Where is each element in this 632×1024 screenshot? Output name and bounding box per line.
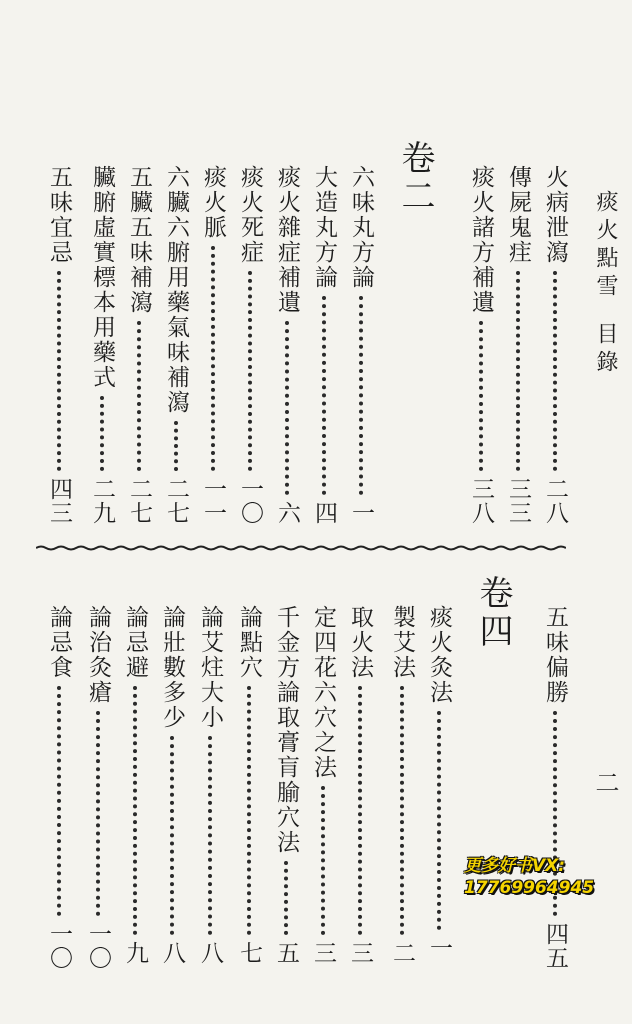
entry-title: 傳屍鬼疰 <box>505 165 531 265</box>
leader-dots <box>400 686 404 935</box>
entry-title: 六臟六腑用藥氣味補瀉 <box>163 165 189 415</box>
leader-dots <box>437 711 441 930</box>
entry-title: 取火法 <box>347 605 373 680</box>
entry-title: 五味宜忌 <box>46 165 72 265</box>
entry-title: 五臟五味補瀉 <box>126 165 152 315</box>
toc-entry <box>503 165 533 525</box>
toc-entry <box>540 605 570 970</box>
leader-dots <box>57 271 61 471</box>
leader-dots <box>57 686 61 916</box>
toc-entry <box>120 605 150 965</box>
entry-title: 大造丸方論 <box>311 165 337 290</box>
book-title: 痰火點雪 <box>593 190 618 302</box>
toc-entry <box>161 165 191 525</box>
entry-page: 四三 <box>46 477 72 525</box>
watermark-line-1: 更多好书VX: <box>464 856 566 876</box>
entry-page: 二七 <box>126 477 152 525</box>
leader-dots <box>285 321 289 495</box>
entry-title: 痰火諸方補遺 <box>468 165 494 315</box>
entry-page: 一〇 <box>46 922 72 970</box>
entry-page: 六 <box>274 501 300 525</box>
leader-dots <box>96 711 100 916</box>
entry-page: 四五 <box>542 922 568 970</box>
entry-title: 製艾法 <box>389 605 415 680</box>
entry-title: 痰火脈 <box>200 165 226 240</box>
entry-title: 論點穴 <box>236 605 262 680</box>
leader-dots <box>516 271 520 471</box>
entry-page: 五 <box>273 941 299 965</box>
leader-dots <box>479 321 483 471</box>
toc-entry <box>83 605 113 970</box>
entry-title: 論治灸瘡 <box>85 605 111 705</box>
toc-entry <box>345 605 375 965</box>
entry-page: 一〇 <box>237 477 263 525</box>
leader-dots <box>137 321 141 471</box>
leader-dots <box>247 686 251 935</box>
entry-page: 一一 <box>200 477 226 525</box>
leader-dots <box>133 686 137 935</box>
toc-entry <box>44 165 74 525</box>
toc-entry <box>387 605 417 965</box>
volume-label: 卷二 <box>395 140 435 216</box>
entry-page: 二七 <box>163 477 189 525</box>
leader-dots <box>211 246 215 471</box>
toc-entry <box>198 165 228 525</box>
wavy-divider <box>36 545 566 551</box>
leader-dots <box>553 271 557 471</box>
leader-dots <box>321 786 325 935</box>
entry-title: 論忌避 <box>122 605 148 680</box>
entry-title: 火病泄瀉 <box>542 165 568 265</box>
entry-title: 定四花六穴之法 <box>310 605 336 780</box>
leader-dots <box>358 686 362 935</box>
toc-entry <box>195 605 225 965</box>
watermark-line-2: 17769964945 <box>464 878 595 898</box>
entry-title: 六味丸方論 <box>348 165 374 290</box>
toc-entry <box>87 165 117 525</box>
entry-page: 一 <box>426 936 452 960</box>
toc-entry <box>424 605 454 960</box>
entry-page: 二 <box>389 941 415 965</box>
entry-page: 八 <box>197 941 223 965</box>
entry-page: 四 <box>311 501 337 525</box>
entry-page: 三 <box>347 941 373 965</box>
entry-page: 二八 <box>542 477 568 525</box>
leader-dots <box>248 271 252 471</box>
entry-title: 五味偏勝 <box>542 605 568 705</box>
entry-page: 八 <box>159 941 185 965</box>
entry-title: 痰火死症 <box>237 165 263 265</box>
entry-title: 論壯數多少 <box>159 605 185 730</box>
entry-title: 論艾炷大小 <box>197 605 223 730</box>
leader-dots <box>170 736 174 935</box>
page-number: 二 <box>591 770 619 794</box>
entry-page: 七 <box>236 941 262 965</box>
leader-dots <box>174 421 178 471</box>
volume-heading <box>395 140 435 216</box>
toc-entry <box>44 605 74 970</box>
toc-entry <box>157 605 187 965</box>
toc-entry <box>272 165 302 525</box>
toc-entry <box>540 165 570 525</box>
entry-title: 論忌食 <box>46 605 72 680</box>
entry-page: 二九 <box>89 477 115 525</box>
toc-entry <box>346 165 376 525</box>
leader-dots <box>100 396 104 471</box>
leader-dots <box>284 861 288 935</box>
entry-title: 痰火雜症補遺 <box>274 165 300 315</box>
entry-page: 一 <box>348 501 374 525</box>
leader-dots <box>322 296 326 495</box>
entry-page: 三三 <box>505 477 531 525</box>
toc-entry <box>124 165 154 525</box>
section-title: 目錄 <box>593 322 618 378</box>
volume-label: 卷四 <box>473 575 513 651</box>
entry-page: 三 <box>310 941 336 965</box>
entry-page: 一〇 <box>85 922 111 970</box>
toc-entry <box>271 605 301 965</box>
entry-page: 三八 <box>468 477 494 525</box>
entry-title: 千金方論取膏肓腧穴法 <box>273 605 299 855</box>
volume-heading <box>473 575 513 651</box>
toc-entry <box>235 165 265 525</box>
running-header <box>592 190 618 378</box>
toc-entry <box>466 165 496 525</box>
leader-dots <box>208 736 212 935</box>
toc-entry <box>309 165 339 525</box>
entry-page: 九 <box>122 941 148 965</box>
toc-entry <box>308 605 338 965</box>
entry-title: 痰火灸法 <box>426 605 452 705</box>
toc-entry <box>234 605 264 965</box>
entry-title: 臟腑虛實標本用藥式 <box>89 165 115 390</box>
leader-dots <box>359 296 363 495</box>
watermark <box>464 855 594 899</box>
